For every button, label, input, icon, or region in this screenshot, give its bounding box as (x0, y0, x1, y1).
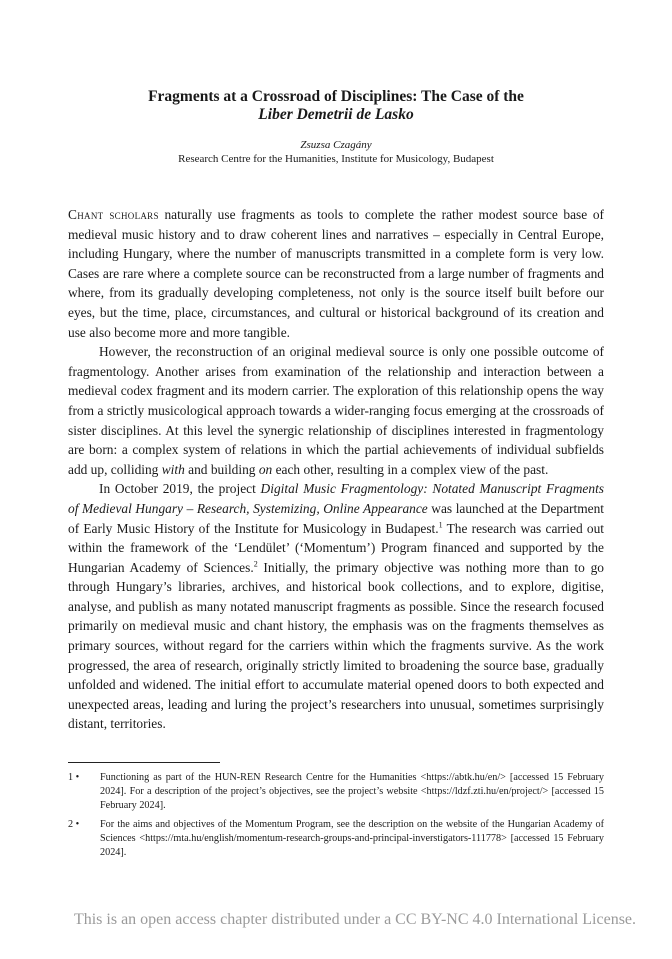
paragraph-2 (68, 342, 604, 479)
paragraph-3-text-d: Initially, the primary objective was nothing more than to go through Hungary’s libraries, archives, and historical book collections, and to explore, digitise, analyse, and publish as many notated manuscript fragments as possible. Since the research focused primarily on medieval music and chant history, the emphasis was on the fragments themselves as primary sources, without regard for the carriers within which the fragments survive. As the work progressed, the area of research, originally strictly limited to broadening the source base, gradually unfolded and widened. The initial effort to accumulate material opened doors to both expected and unexpected areas, leading and luring the project’s researchers into unusual, sometimes surprisingly distant, territories. (68, 559, 604, 732)
paragraph-2-text-a: However, the reconstruction of an original medieval source is only one possible outcome of fragmentology. Another arises from examination of the relationship and interaction between a medieval codex fragment and its modern carrier. The exploration of this relationship opens the way from a strictly musicological approach towards a wider-ranging focus emerging at the crossroads of sister disciplines. At this level the synergic relationship of disciplines interested in fragmentology are born: a complex system of relations in which the partial achievements of individual subfields add up, colliding (68, 344, 604, 477)
footnote-ref-2[interactable]: 2 (253, 559, 258, 569)
emphasis-on: on (258, 461, 273, 477)
chapter-title (0, 88, 672, 124)
paragraph-1 (68, 205, 604, 342)
footnote-2-text: For the aims and objectives of the Momentum Program, see the description on the website of the Hungarian Academy of Sciences <https://mta.hu/english/momentum-research-groups-and-principal-inverstigators-111778> [accessed 15 February 2024]. (100, 819, 604, 859)
paragraph-1-text: naturally use fragments as tools to complete the rather modest source base of medieval music history and to draw coherent lines and narratives – especially in Central Europe, including Hungary, where the number of manuscripts transmitted in a complete form is very low. Cases are rare where a complete source can be reconstructed from a large number of fragments and where, from its gradually developing completeness, not only is the source itself built before our eyes, but the time, place, circumstances, and cultural or historical background of its creation and use also become more and more tangible. (68, 207, 604, 340)
footnote-divider (68, 762, 220, 763)
title-line-1: Fragments at a Crossroad of Disciplines: The Case of the (148, 88, 524, 105)
author-block (0, 138, 672, 166)
license-notice: This is an open access chapter distributed under a CC BY-NC 4.0 International License. (73, 911, 637, 928)
title-line-2: Liber Demetrii de Lasko (258, 106, 414, 123)
paragraph-2-text-b: and building (184, 461, 259, 477)
footnote-ref-1[interactable]: 1 (438, 520, 443, 530)
paragraph-3-text-a: In October 2019, the project (99, 481, 261, 497)
author-name: Zsuzsa Czagány (300, 139, 372, 151)
footnote-2 (68, 818, 604, 861)
paragraph-3-text-b: was launched at the Department of Early Music History of the Institute for Musicology in Budapest. (68, 500, 604, 536)
footnote-1 (68, 771, 604, 814)
project-title: Digital Music Fragmentology: Notated Manuscript Fragments of Medieval Hungary – Research, Systemizing, Online Appearance (68, 481, 604, 516)
paragraph-3 (68, 479, 604, 734)
lead-in: Chant scholars (68, 207, 159, 222)
author-affiliation: Research Centre for the Humanities, Institute for Musicology, Budapest (178, 153, 494, 165)
emphasis-with: with (161, 461, 185, 477)
body-text (68, 205, 604, 734)
footnote-1-marker: 1 • (68, 772, 80, 783)
paragraph-3-text-c: The research was carried out within the framework of the ‘Lendület’ (‘Momentum’) Program financed and supported by the Hungarian Academy of Sciences. (68, 520, 604, 575)
footnote-2-marker: 2 • (68, 819, 80, 830)
footnote-1-text: Functioning as part of the HUN-REN Research Centre for the Humanities <https://abtk.hu/en/> [accessed 15 February 2024]. For a description of the project’s objectives, see the project’s website <https://ldzf.zti.hu/en/project/> [accessed 15 February 2024]. (100, 772, 604, 812)
paragraph-2-text-c: each other, resulting in a complex view of the past. (272, 461, 549, 477)
